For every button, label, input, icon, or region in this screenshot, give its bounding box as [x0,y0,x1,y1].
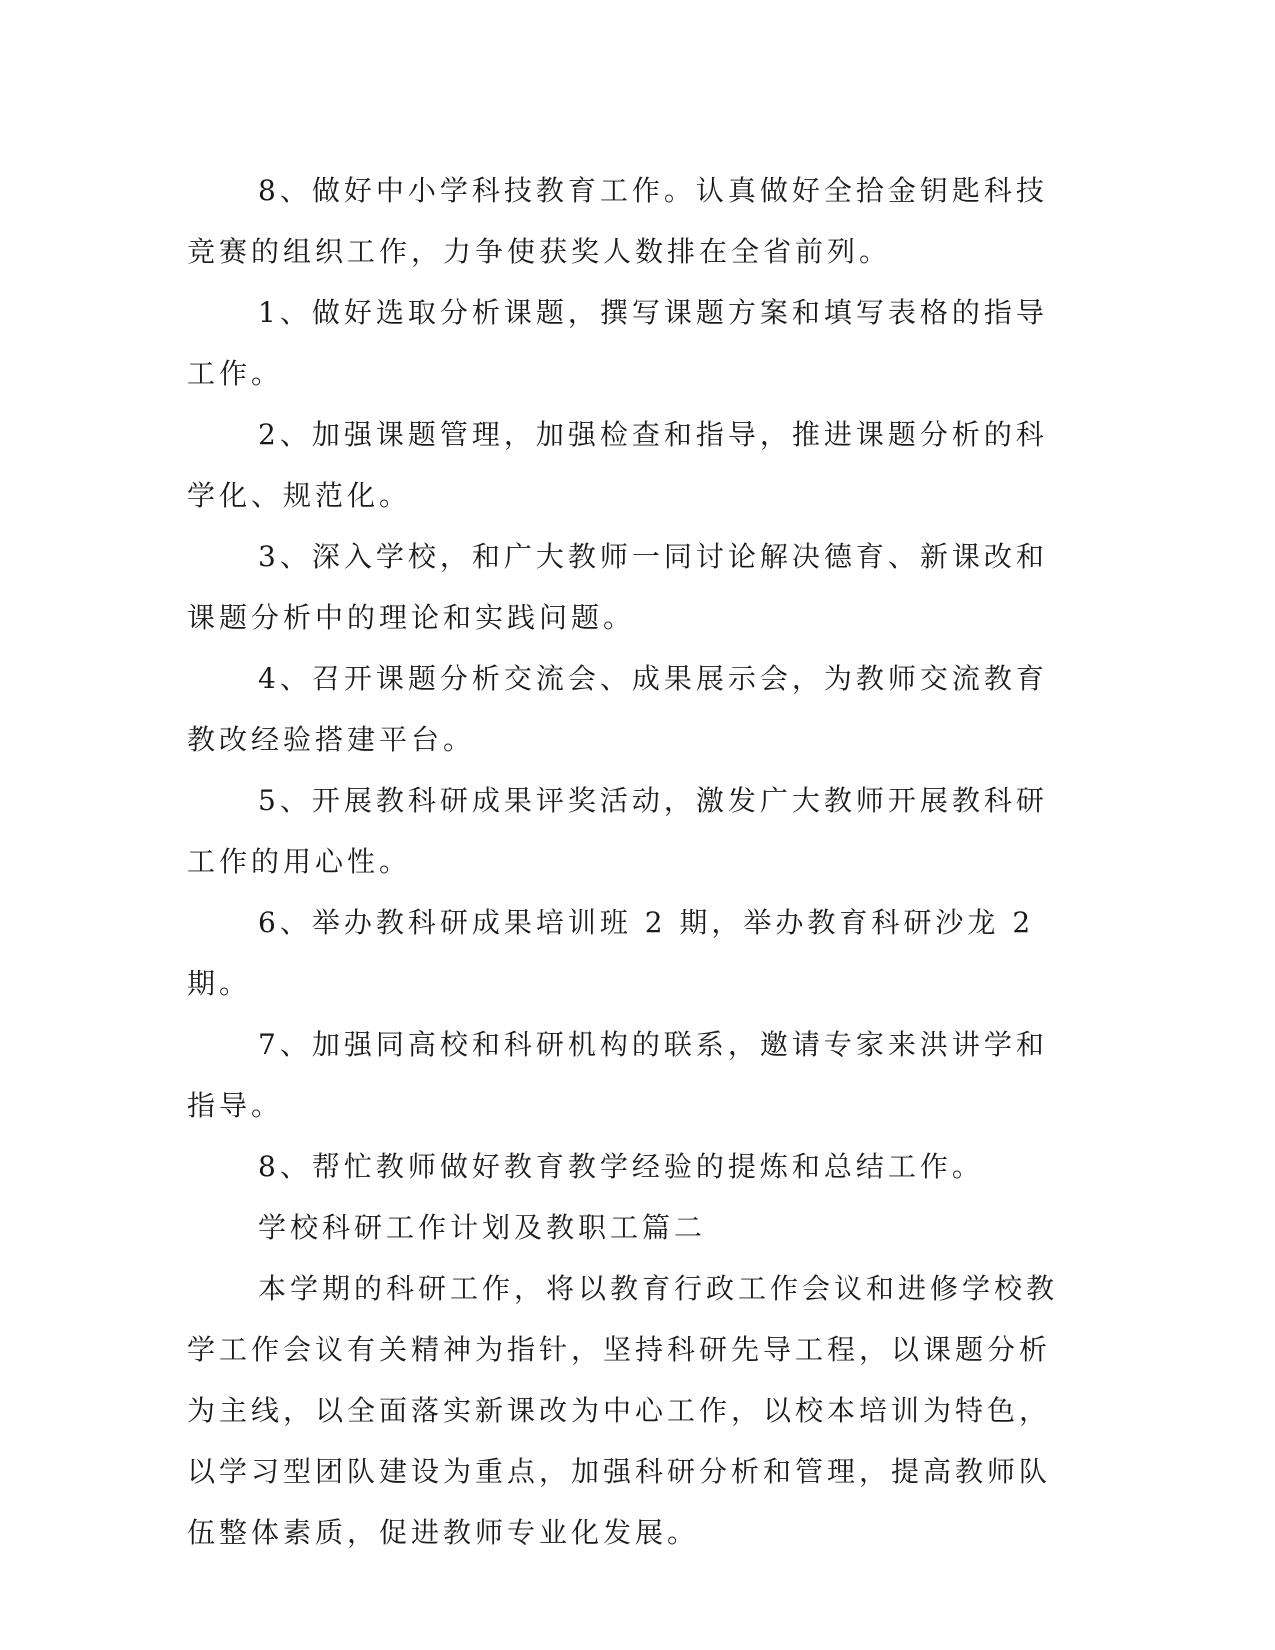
paragraph-item-8-experience-summary: 8、帮忙教师做好教育教学经验的提炼和总结工作。 [258,1150,984,1183]
paragraph-item-6-training: 6、举办教科研成果培训班 2 期，举办教育科研沙龙 2 期。 [187,906,1035,1000]
paragraph-item-4-exchange-meeting: 4、召开课题分析交流会、成果展示会，为教师交流教育教改经验搭建平台。 [187,662,1048,756]
paragraph-item-5-award-activity: 5、开展教科研成果评奖活动，激发广大教师开展教科研工作的用心性。 [187,784,1048,878]
paragraph-item-3-school-discussion: 3、深入学校，和广大教师一同讨论解决德育、新课改和课题分析中的理论和实践问题。 [187,540,1048,634]
document-body [187,160,1075,1563]
paragraph-item-8-science-education: 8、做好中小学科技教育工作。认真做好全拾金钥匙科技竞赛的组织工作，力争使获奖人数排在全省前列。 [187,174,1048,268]
paragraph-item-2-topic-management: 2、加强课题管理，加强检查和指导，推进课题分析的科学化、规范化。 [187,418,1048,512]
section-heading: 学校科研工作计划及教职工篇二 [258,1211,707,1244]
paragraph-item-7-university-contact: 7、加强同高校和科研机构的联系，邀请专家来洪讲学和指导。 [187,1028,1048,1122]
paragraph-item-1-topic-selection: 1、做好选取分析课题，撰写课题方案和填写表格的指导工作。 [187,296,1048,390]
paragraph-semester-intro: 本学期的科研工作，将以教育行政工作会议和进修学校教学工作会议有关精神为指针，坚持科研先导工程，以课题分析为主线，以全面落实新课改为中心工作，以校本培训为特色，以学习型团队建设为重点，加强科研分析和管理，提高教师队伍整体素质，促进教师专业化发展。 [187,1272,1059,1549]
